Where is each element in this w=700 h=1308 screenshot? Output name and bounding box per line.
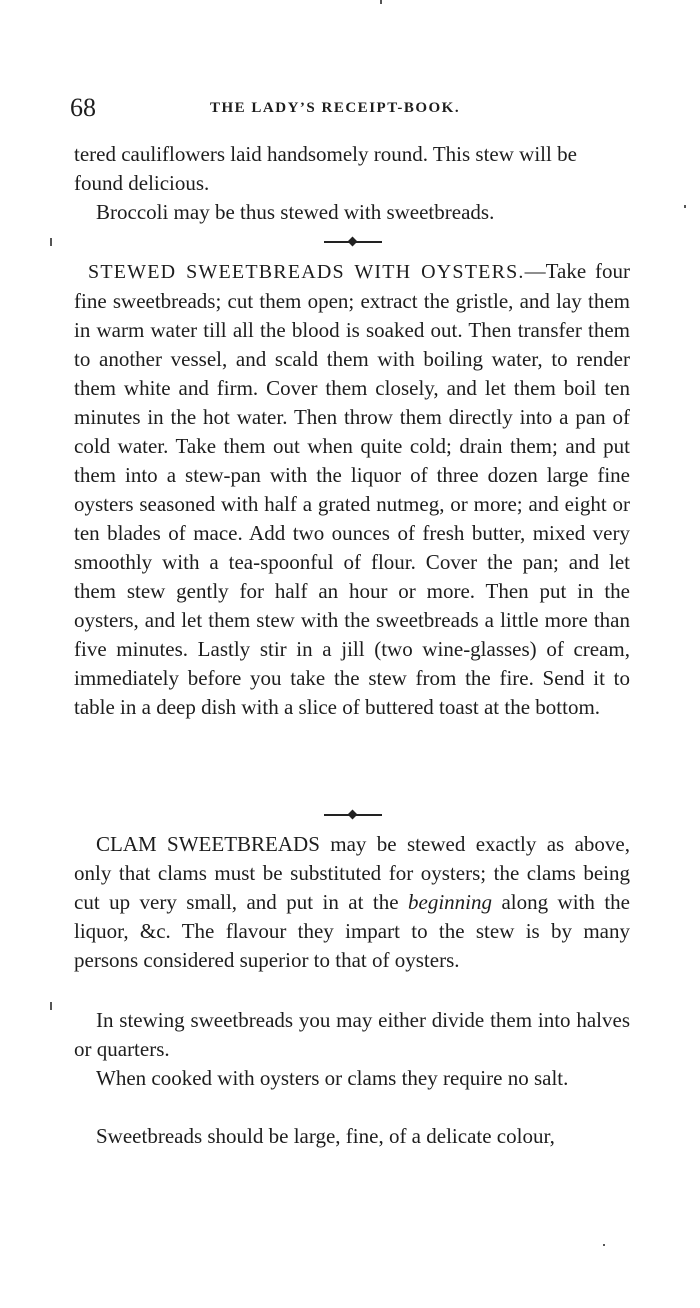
page-number: 68 <box>70 93 96 122</box>
paragraph-cauliflower: tered cauliflowers laid handsomely round. This stew will be found delicious. <box>74 142 577 195</box>
recipe-body-part-a: may be stewed exactly as above, only that clams must be substituted for oysters; the clams being cut up very small, and put in at the <box>74 832 630 914</box>
print-speck <box>50 1002 52 1010</box>
recipe-stewed-sweetbreads-with-oysters <box>74 257 630 722</box>
print-speck <box>684 205 686 208</box>
recipe-heading: STEWED SWEETBREADS WITH OYSTERS. <box>88 261 525 283</box>
recipe-italic-word: beginning <box>408 890 493 914</box>
paragraph-broccoli: Broccoli may be thus stewed with sweetbreads. <box>96 200 495 224</box>
print-speck <box>50 238 52 246</box>
print-speck <box>603 1244 605 1246</box>
section-divider <box>324 237 382 247</box>
paragraph-salt: When cooked with oysters or clams they require no salt. <box>96 1066 569 1090</box>
paragraph-dividing: In stewing sweetbreads you may either divide them into halves or quarters. <box>74 1008 630 1061</box>
paragraph-show-through: Sweetbreads should be large, fine, of a delicate colour, <box>96 1124 555 1148</box>
recipe-body-part-b: along with the liquor, &c. The flavour they impart to the stew is by many persons considered superior to that of oysters. <box>74 890 630 972</box>
print-speck <box>380 0 382 4</box>
recipe-clam-sweetbreads <box>74 830 630 975</box>
page-header <box>70 88 630 128</box>
section-divider <box>324 810 382 820</box>
running-head: THE LADY’S RECEIPT-BOOK. <box>210 100 461 116</box>
recipe-body: —Take four fine sweetbreads; cut them open; extract the gristle, and lay them in warm water till all the blood is soaked out. Then transfer them to another vessel, and scald them with boiling water, to render them white and firm. Cover them closely, and let them boil ten minutes in the hot water. Then throw them directly into a pan of cold water. Take them out when quite cold; drain them; and put them into a stew-pan with the liquor of three dozen large fine oysters seasoned with half a grated nutmeg, or more; and eight or ten blades of mace. Add two ounces of fresh butter, mixed very smoothly with a tea-spoonful of flour. Cover the pan; and let them stew gently for half an hour or more. Then put in the oysters, and let them stew with the sweetbreads a little more than five minutes. Lastly stir in a jill (two wine-glasses) of cream, immediately before you take the stew from the fire. Send it to table in a deep dish with a slice of buttered toast at the bottom. <box>74 259 630 719</box>
recipe-heading: CLAM SWEETBREADS <box>96 832 320 856</box>
